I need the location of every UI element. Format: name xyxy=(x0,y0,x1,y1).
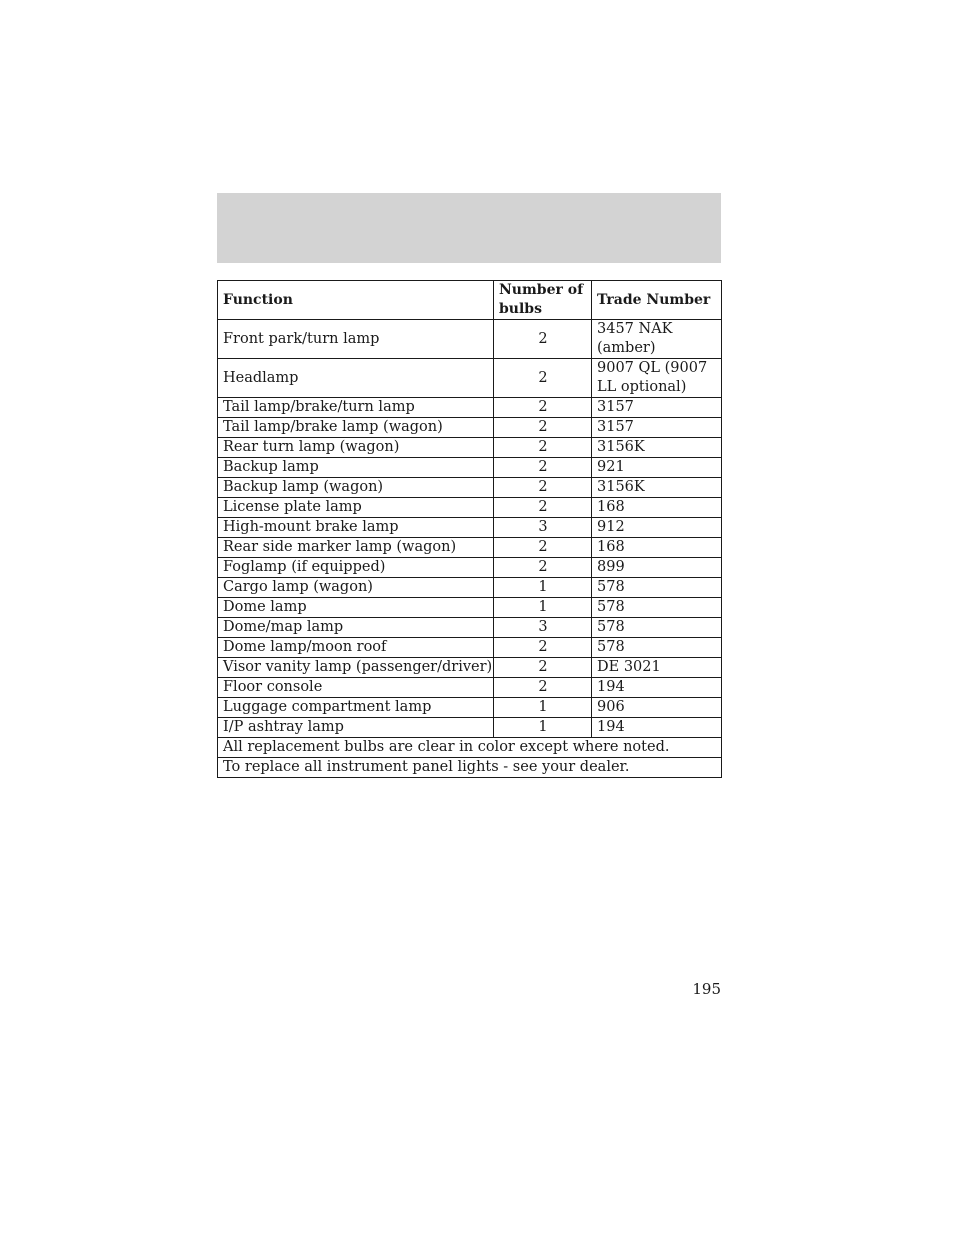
cell-trade-number: 578 xyxy=(592,578,722,598)
cell-trade-number: 899 xyxy=(592,558,722,578)
cell-function: Backup lamp (wagon) xyxy=(218,478,494,498)
cell-number-of-bulbs: 2 xyxy=(494,478,592,498)
cell-trade-number: DE 3021 xyxy=(592,658,722,678)
cell-number-of-bulbs: 2 xyxy=(494,359,592,398)
cell-number-of-bulbs: 2 xyxy=(494,458,592,478)
header-trade-number: Trade Number xyxy=(592,281,722,320)
cell-number-of-bulbs: 2 xyxy=(494,498,592,518)
cell-function: Floor console xyxy=(218,678,494,698)
cell-function: Front park/turn lamp xyxy=(218,320,494,359)
cell-number-of-bulbs: 2 xyxy=(494,398,592,418)
cell-trade-number: 906 xyxy=(592,698,722,718)
cell-function: Rear side marker lamp (wagon) xyxy=(218,538,494,558)
cell-trade-number: 3156K xyxy=(592,478,722,498)
cell-number-of-bulbs: 1 xyxy=(494,598,592,618)
cell-number-of-bulbs: 2 xyxy=(494,658,592,678)
cell-function: Foglamp (if equipped) xyxy=(218,558,494,578)
cell-trade-number: 3157 xyxy=(592,418,722,438)
table-row xyxy=(218,438,722,458)
table-row xyxy=(218,578,722,598)
cell-number-of-bulbs: 2 xyxy=(494,638,592,658)
cell-function: Luggage compartment lamp xyxy=(218,698,494,718)
cell-trade-number: 912 xyxy=(592,518,722,538)
cell-number-of-bulbs: 1 xyxy=(494,578,592,598)
table-row xyxy=(218,538,722,558)
cell-function: I/P ashtray lamp xyxy=(218,718,494,738)
table-row xyxy=(218,458,722,478)
table-row xyxy=(218,418,722,438)
cell-function: Backup lamp xyxy=(218,458,494,478)
cell-function: Dome lamp xyxy=(218,598,494,618)
table-row xyxy=(218,698,722,718)
table-note-row xyxy=(218,758,722,778)
cell-function: Tail lamp/brake/turn lamp xyxy=(218,398,494,418)
cell-function: High-mount brake lamp xyxy=(218,518,494,538)
cell-number-of-bulbs: 1 xyxy=(494,698,592,718)
section-header-band xyxy=(217,193,721,263)
table-row xyxy=(218,398,722,418)
cell-number-of-bulbs: 1 xyxy=(494,718,592,738)
table-row xyxy=(218,618,722,638)
table-row xyxy=(218,558,722,578)
cell-trade-number: 578 xyxy=(592,598,722,618)
table-note-row xyxy=(218,738,722,758)
cell-trade-number: 168 xyxy=(592,538,722,558)
cell-trade-number: 168 xyxy=(592,498,722,518)
cell-number-of-bulbs: 3 xyxy=(494,618,592,638)
cell-trade-number: 9007 QL (9007 LL optional) xyxy=(592,359,722,398)
cell-number-of-bulbs: 2 xyxy=(494,438,592,458)
cell-number-of-bulbs: 3 xyxy=(494,518,592,538)
bulb-specification-table xyxy=(217,280,722,778)
cell-function: Tail lamp/brake lamp (wagon) xyxy=(218,418,494,438)
cell-number-of-bulbs: 2 xyxy=(494,320,592,359)
table-row xyxy=(218,478,722,498)
header-number-of-bulbs: Number of bulbs xyxy=(494,281,592,320)
cell-trade-number: 194 xyxy=(592,678,722,698)
table-row xyxy=(218,718,722,738)
cell-function: Visor vanity lamp (passenger/driver) xyxy=(218,658,494,678)
cell-trade-number: 578 xyxy=(592,618,722,638)
cell-trade-number: 3457 NAK (amber) xyxy=(592,320,722,359)
cell-trade-number: 921 xyxy=(592,458,722,478)
cell-number-of-bulbs: 2 xyxy=(494,558,592,578)
cell-number-of-bulbs: 2 xyxy=(494,418,592,438)
cell-function: Headlamp xyxy=(218,359,494,398)
table-row xyxy=(218,598,722,618)
cell-trade-number: 578 xyxy=(592,638,722,658)
cell-function: License plate lamp xyxy=(218,498,494,518)
table-row xyxy=(218,498,722,518)
table-row xyxy=(218,638,722,658)
cell-trade-number: 194 xyxy=(592,718,722,738)
table-row xyxy=(218,658,722,678)
table-header-row xyxy=(218,281,722,320)
cell-function: Rear turn lamp (wagon) xyxy=(218,438,494,458)
table-row xyxy=(218,320,722,359)
table-row xyxy=(218,518,722,538)
cell-number-of-bulbs: 2 xyxy=(494,538,592,558)
note-clear-bulbs: All replacement bulbs are clear in color except where noted. xyxy=(218,738,722,758)
cell-function: Dome lamp/moon roof xyxy=(218,638,494,658)
page-number: 195 xyxy=(692,980,721,998)
note-instrument-panel: To replace all instrument panel lights - see your dealer. xyxy=(218,758,722,778)
table-body xyxy=(218,320,722,778)
cell-number-of-bulbs: 2 xyxy=(494,678,592,698)
cell-trade-number: 3157 xyxy=(592,398,722,418)
table-row xyxy=(218,678,722,698)
cell-trade-number: 3156K xyxy=(592,438,722,458)
table-row xyxy=(218,359,722,398)
header-function: Function xyxy=(218,281,494,320)
cell-function: Dome/map lamp xyxy=(218,618,494,638)
cell-function: Cargo lamp (wagon) xyxy=(218,578,494,598)
